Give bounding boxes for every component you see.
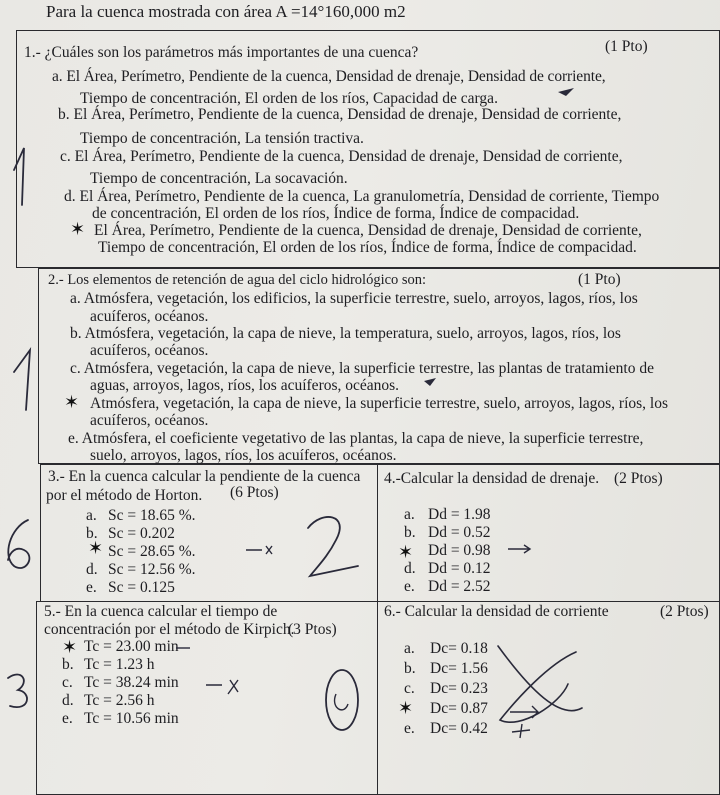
q5-option-value: Tc = 1.23 h bbox=[84, 656, 155, 673]
q4-option-letter: b. bbox=[404, 524, 416, 541]
answer-mark-icon: ✶ bbox=[64, 392, 80, 413]
q3-option-value: Sc = 0.125 bbox=[108, 579, 175, 596]
q6-option-value: Dc= 0.23 bbox=[430, 680, 488, 697]
q3-option-letter: e. bbox=[86, 579, 97, 596]
q2-option-a-line1: a. Atmósfera, vegetación, los edificios, la superficie terrestre, suelo, arroyos, lagos, ríos, los bbox=[70, 290, 638, 307]
answer-mark-icon: ✶ bbox=[88, 538, 104, 559]
q2-option-d-line1: Atmósfera, vegetación, la capa de nieve, la superficie terrestre, suelo, arroyos, lagos, ríos, los bbox=[90, 395, 669, 412]
answer-mark-icon: ✶ bbox=[62, 637, 78, 658]
q6-option-value: Dc= 0.18 bbox=[430, 640, 488, 657]
q4-option-value: Dd = 0.12 bbox=[428, 560, 491, 577]
answer-mark-icon: ✶ bbox=[398, 542, 414, 563]
q4-option-value: Dd = 0.98 bbox=[428, 542, 491, 559]
q5-option-letter: b. bbox=[62, 656, 74, 673]
question-5-title-line2: concentración por el método de Kirpich. bbox=[44, 621, 295, 638]
q2-option-c-line1: c. Atmósfera, vegetación, la capa de nieve, la superficie terrestre, las plantas de tratamiento de bbox=[70, 360, 654, 377]
q5-option-letter: c. bbox=[62, 674, 73, 691]
handwritten-grade-q5 bbox=[8, 675, 27, 708]
q5-option-letter: d. bbox=[62, 692, 74, 709]
q3-option-value: Sc = 0.202 bbox=[108, 525, 175, 542]
exam-header: Para la cuenca mostrada con área A =14°160,000 m2 bbox=[46, 2, 406, 21]
q1-option-e-line1: El Área, Perímetro, Pendiente de la cuenca, Densidad de drenaje, Densidad de corriente, bbox=[94, 222, 642, 239]
q1-option-d-line2: de concentración, El orden de los ríos, Índice de forma, Índice de compacidad. bbox=[92, 205, 580, 222]
q5-option-value: Tc = 2.56 h bbox=[84, 692, 155, 709]
q2-option-d-line2: acuíferos, océanos. bbox=[90, 412, 209, 429]
q2-option-c-line2: aguas, arroyos, lagos, ríos, los acuíferos, océanos. bbox=[90, 377, 400, 394]
q2-option-b-line2: acuíferos, océanos. bbox=[90, 342, 209, 359]
question-6-box bbox=[377, 601, 720, 795]
q1-option-a-line1: a. El Área, Perímetro, Pendiente de la cuenca, Densidad de drenaje, Densidad de corriente, bbox=[52, 68, 606, 85]
question-2-title: 2.- Los elementos de retención de agua del ciclo hidrológico son: bbox=[48, 272, 427, 288]
question-1-points: (1 Pto) bbox=[605, 38, 648, 55]
q2-option-e-line1: e. Atmósfera, el coeficiente vegetativo de las plantas, la capa de nieve, la superficie terrestre, bbox=[68, 430, 644, 447]
question-3-points: (6 Ptos) bbox=[230, 484, 279, 501]
q4-option-value: Dd = 2.52 bbox=[428, 578, 491, 595]
question-4-points: (2 Ptos) bbox=[614, 470, 663, 487]
q4-option-letter: a. bbox=[404, 506, 415, 523]
q5-option-value: Tc = 38.24 min bbox=[84, 674, 179, 691]
q1-option-c-line2: Tiempo de concentración, La socavación. bbox=[90, 170, 348, 187]
q4-option-value: Dd = 0.52 bbox=[428, 524, 491, 541]
q3-option-letter: d. bbox=[86, 561, 98, 578]
q6-option-value: Dc= 1.56 bbox=[430, 660, 488, 677]
handwritten-grade-q3 bbox=[8, 520, 29, 568]
q3-option-letter: b. bbox=[86, 525, 98, 542]
q6-option-letter: e. bbox=[404, 720, 415, 737]
q1-option-b-line2: Tiempo de concentración, La tensión tractiva. bbox=[80, 130, 364, 147]
answer-mark-icon: ✶ bbox=[70, 219, 86, 240]
question-5-points: (3 Ptos) bbox=[288, 621, 337, 638]
q1-option-c-line1: c. El Área, Perímetro, Pendiente de la cuenca, Densidad de drenaje, Densidad de corriente, bbox=[60, 148, 623, 165]
q5-option-value: Tc = 23.00 min bbox=[84, 638, 179, 655]
question-4-title: 4.-Calcular la densidad de drenaje. bbox=[384, 470, 600, 487]
q3-option-value: Sc = 28.65 %. bbox=[108, 543, 196, 560]
handwritten-grade-q2 bbox=[14, 350, 30, 410]
q4-option-value: Dd = 1.98 bbox=[428, 506, 491, 523]
question-6-title: 6.- Calcular la densidad de corriente bbox=[384, 603, 609, 620]
q2-option-b-line1: b. Atmósfera, vegetación, la capa de nieve, la temperatura, suelo, arroyos, lagos, ríos, los bbox=[70, 325, 621, 342]
q6-option-value: Dc= 0.42 bbox=[430, 720, 488, 737]
q3-option-letter: a. bbox=[86, 507, 97, 524]
q2-option-a-line2: acuíferos, océanos. bbox=[90, 308, 209, 325]
question-6-points: (2 Ptos) bbox=[660, 603, 709, 620]
question-2-points: (1 Pto) bbox=[578, 271, 621, 288]
q5-option-value: Tc = 10.56 min bbox=[84, 710, 179, 727]
q3-option-value: Sc = 12.56 %. bbox=[108, 561, 196, 578]
question-5-title-line1: 5.- En la cuenca calcular el tiempo de bbox=[44, 603, 278, 620]
q2-option-e-line2: suelo, arroyos, lagos, ríos, los acuíferos, océanos. bbox=[90, 447, 397, 464]
question-1-title: 1.- ¿Cuáles son los parámetros más importantes de una cuenca? bbox=[24, 44, 419, 61]
q1-option-a-line2: Tiempo de concentración, El orden de los ríos, Capacidad de carga. bbox=[80, 90, 498, 107]
q6-option-letter: a. bbox=[404, 640, 415, 657]
q1-option-d-line1: d. El Área, Perímetro, Pendiente de la cuenca, La granulometría, Densidad de corriente, Tiempo bbox=[64, 188, 660, 205]
q1-option-b-line1: b. El Área, Perímetro, Pendiente de la cuenca, Densidad de drenaje, Densidad de corriente, bbox=[58, 106, 622, 123]
q4-option-letter: e. bbox=[404, 578, 415, 595]
q5-option-letter: e. bbox=[62, 710, 73, 727]
q6-option-letter: c. bbox=[404, 680, 415, 697]
q6-option-value: Dc= 0.87 bbox=[430, 700, 488, 717]
question-3-title-line2: por el método de Horton. bbox=[46, 487, 203, 504]
q4-option-letter: d. bbox=[404, 560, 416, 577]
q6-option-letter: b. bbox=[404, 660, 416, 677]
q3-option-value: Sc = 18.65 %. bbox=[108, 507, 196, 524]
q1-option-e-line2: Tiempo de concentración, El orden de los ríos, Índice de forma, Índice de compacidad. bbox=[98, 239, 637, 256]
question-3-title-line1: 3.- En la cuenca calcular la pendiente de la cuenca bbox=[48, 468, 361, 485]
answer-mark-icon: ✶ bbox=[398, 698, 414, 719]
